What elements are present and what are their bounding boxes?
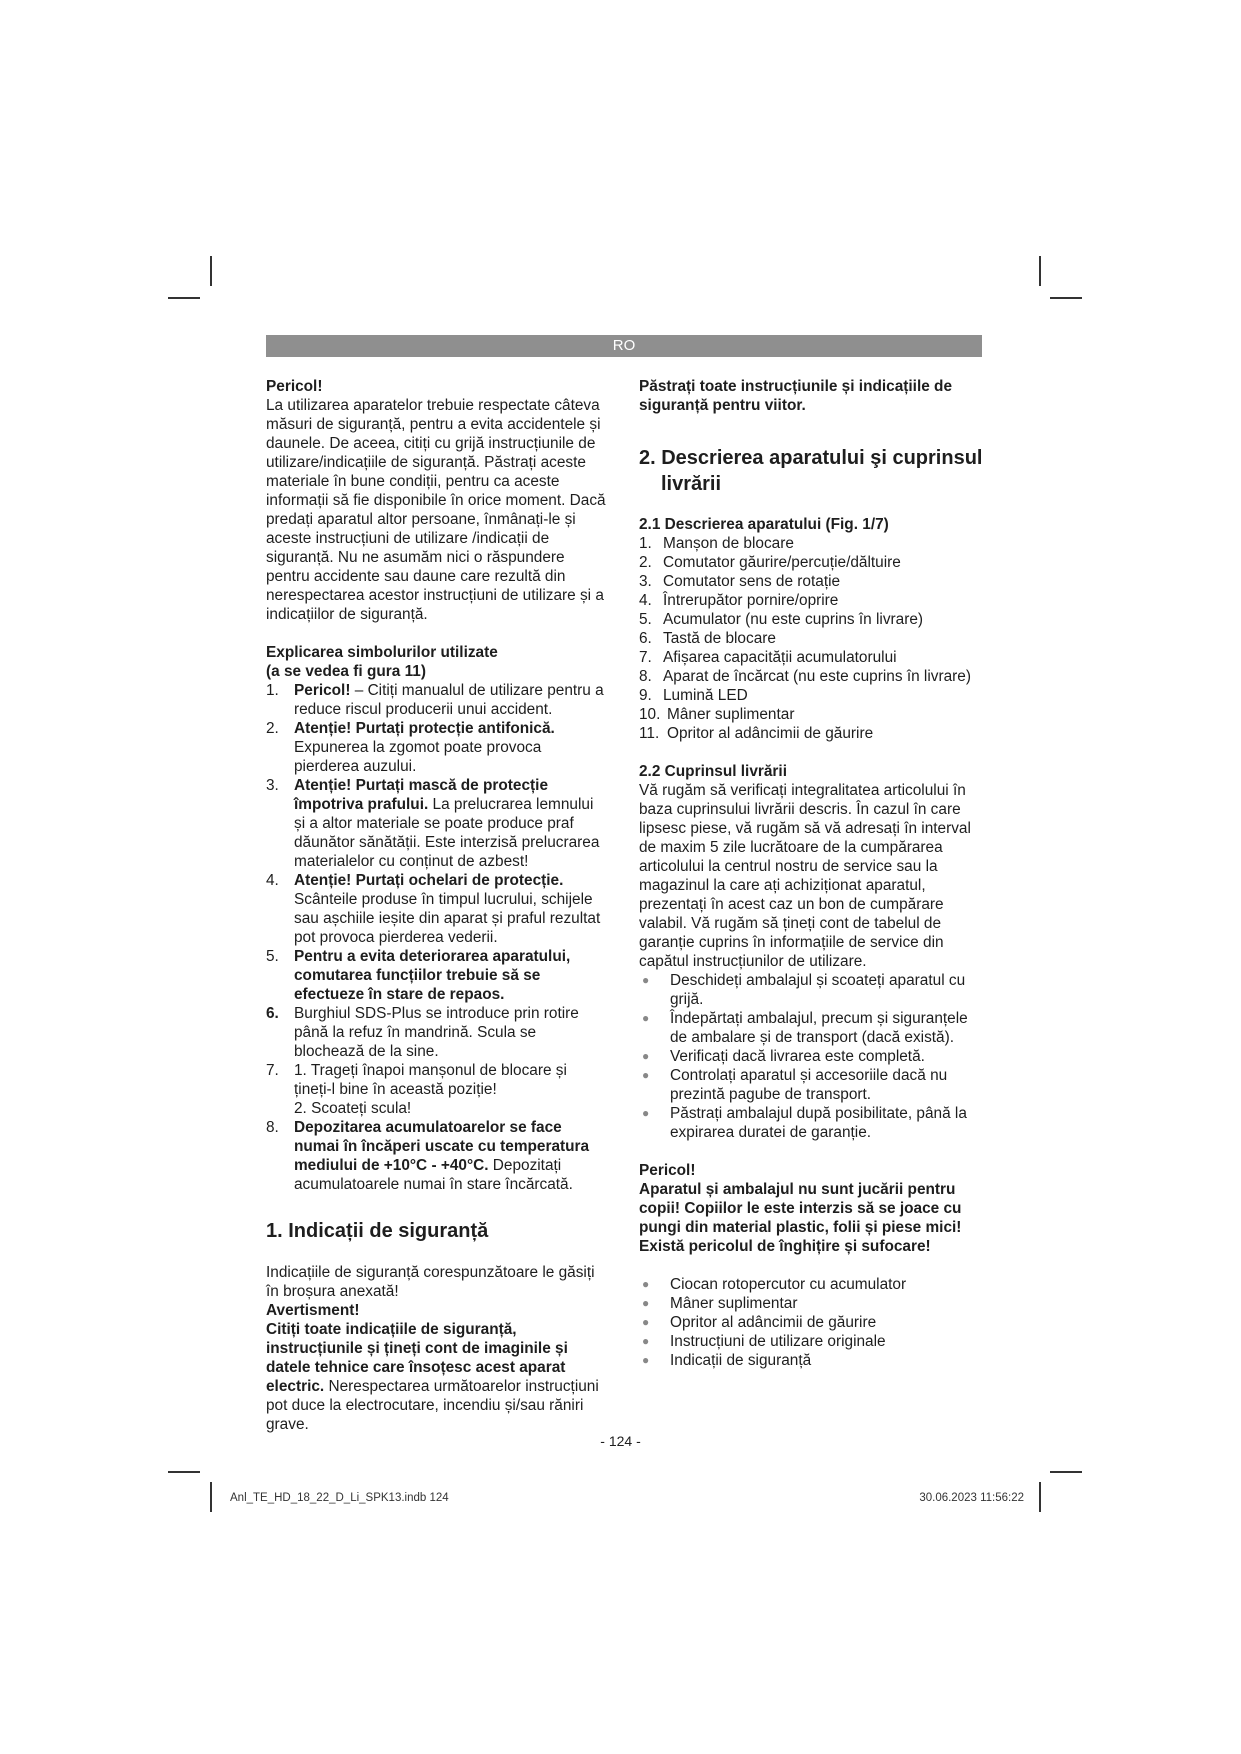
list-item <box>639 1104 984 1142</box>
item-number: 3. <box>266 777 279 794</box>
bullet-icon: ● <box>642 1315 650 1329</box>
item-text: Manșon de blocare <box>663 535 794 552</box>
item-number: 8. <box>266 1119 279 1136</box>
item-text: 1. Trageți înapoi manșonul de blocare și țineți-l bine în această poziție! <box>294 1062 567 1098</box>
warning-text: Nerespectarea următoarelor instrucțiuni pot duce la electrocutare, incendiu și/sau răniri grave. <box>266 1378 599 1433</box>
list-item <box>639 971 984 1009</box>
list-item <box>639 705 984 724</box>
section-2-title-line1: 2. Descrierea aparatului şi cuprinsul <box>639 447 983 469</box>
item-number: 4. <box>266 872 279 889</box>
item-bold: Depozitarea acumulatoarelor se face numai în încăperi uscate cu temperatura mediului de +10°C - +40°C. <box>294 1119 590 1174</box>
item-text: Comutator găurire/percuție/dăltuire <box>663 554 901 571</box>
list-item <box>639 724 984 743</box>
item-number: 7. <box>639 649 652 666</box>
bullet-icon: ● <box>642 1011 650 1025</box>
intro-text: La utilizarea aparatelor trebuie respectate câteva măsuri de siguranță, pentru a evita accidentele și daunele. De aceea, citiți cu grijă instrucțiunile de utilizare/indicațiile de siguranță. Păstrați aceste materiale în bune condiții, pentru ca aceste informații să fie disponibile în orice moment. Dacă predați aparatul altor persoane, înmânați-le și aceste instrucțiuni de utilizare /indicații de siguranță. Nu ne asumăm nici o răspundere pentru accidente sau daune care rezultă din nerespectarea acestor instrucțiuni de utilizare și a indicațiilor de siguranță. <box>266 397 606 623</box>
bullet-icon: ● <box>642 1334 650 1348</box>
crop-mark <box>1039 1482 1041 1512</box>
item-text: Întrerupător pornire/oprire <box>663 592 839 609</box>
crop-mark <box>210 1482 212 1512</box>
item-number: 6. <box>639 630 652 647</box>
item-text: Controlați aparatul și accesoriile dacă nu prezintă pagube de transport. <box>670 1067 948 1103</box>
section-1-title: 1. Indicații de siguranță <box>266 1220 489 1242</box>
item-number: 2. <box>266 720 279 737</box>
list-item <box>639 572 984 591</box>
item-number: 4. <box>639 592 652 609</box>
item-bold: Pentru a evita deteriorarea aparatului, comutarea funcțiilor trebuie să se efectueze în stare de repaos. <box>294 948 571 1003</box>
bullet-icon: ● <box>642 1068 650 1082</box>
list-item <box>266 776 608 871</box>
footer-file-name: Anl_TE_HD_18_22_D_Li_SPK13.indb 124 <box>230 1492 449 1504</box>
item-bold: Atenție! Purtați mască de protecție împotriva prafului. <box>294 777 549 813</box>
item-bold: Pericol! <box>294 682 351 699</box>
crop-mark <box>1050 1471 1082 1473</box>
item-number: 9. <box>639 687 652 704</box>
crop-mark <box>210 256 212 286</box>
item-text: Păstrați ambalajul după posibilitate, până la expirarea duratei de garanție. <box>670 1105 967 1141</box>
list-item <box>266 871 608 947</box>
page-number: - 124 - <box>600 1433 641 1449</box>
item-text: Opritor al adâncimii de găurire <box>667 725 874 742</box>
item-text: Lumină LED <box>663 687 748 704</box>
keep-instructions-text: Păstrați toate instrucțiunile și indicațiile de siguranță pentru viitor. <box>639 378 953 414</box>
list-item <box>639 534 984 553</box>
list-item <box>266 681 608 719</box>
language-code: RO <box>612 337 636 354</box>
item-text: Depozitați acumulatoarele numai în stare încărcată. <box>294 1157 573 1193</box>
list-item <box>639 1332 984 1351</box>
delivery-contents-list <box>639 1275 984 1370</box>
item-text: Indicații de siguranță <box>670 1352 812 1369</box>
list-item <box>639 1275 984 1294</box>
warning-label: Avertisment! <box>266 1302 360 1319</box>
item-bold: Atenție! Purtați protecție antifonică. <box>294 720 555 737</box>
bullet-icon: ● <box>642 1296 650 1310</box>
list-item <box>266 1004 608 1061</box>
item-text: – Citiți manualul de utilizare pentru a reduce riscul producerii unui accident. <box>294 682 604 718</box>
language-header-bar <box>266 335 982 357</box>
symbols-list <box>266 681 608 1194</box>
item-number: 5. <box>266 948 279 965</box>
warning-bold-text: Citiți toate indicațiile de siguranță, instrucțiunile și țineți cont de imaginile și datele tehnice care însoțesc acest aparat electric. <box>266 1321 568 1395</box>
bullet-icon: ● <box>642 1106 650 1120</box>
bullet-icon: ● <box>642 1049 650 1063</box>
left-column <box>266 377 608 1434</box>
section-2-title <box>639 445 984 497</box>
item-number: 5. <box>639 611 652 628</box>
item-text: Aparat de încărcat (nu este cuprins în livrare) <box>663 668 971 685</box>
list-item <box>639 1066 984 1104</box>
item-text: Acumulator (nu este cuprins în livrare) <box>663 611 924 628</box>
item-number: 3. <box>639 573 652 590</box>
section-2-title-line2: livrării <box>661 473 722 495</box>
item-text: Deschideți ambalajul și scoateți aparatul cu grijă. <box>670 972 966 1008</box>
bullet-icon: ● <box>642 1277 650 1291</box>
warning-paragraph <box>266 1320 608 1434</box>
subsection-2-1-title: 2.1 Descrierea aparatului (Fig. 1/7) <box>639 516 889 533</box>
parts-list <box>639 534 984 743</box>
right-column <box>639 377 984 1370</box>
symbols-heading-line1: Explicarea simbolurilor utilizate <box>266 644 498 661</box>
item-number: 6. <box>266 1005 279 1022</box>
item-bold: Atenție! Purtați ochelari de protecție. <box>294 872 564 889</box>
item-text: Tastă de blocare <box>663 630 776 647</box>
item-number: 10. <box>639 706 661 723</box>
list-item <box>639 648 984 667</box>
footer-timestamp: 30.06.2023 11:56:22 <box>919 1492 1024 1504</box>
list-item <box>639 629 984 648</box>
symbols-heading-line2: (a se vedea fi gura 11) <box>266 663 426 680</box>
item-text: Instrucțiuni de utilizare originale <box>670 1333 886 1350</box>
item-text: La prelucrarea lemnului și a altor materiale se poate produce praf dăunător sănătății. Este interzisă prelucrarea materialelor cu conținut de azbest! <box>294 796 600 870</box>
item-text: Afișarea capacității acumulatorului <box>663 649 897 666</box>
crop-mark <box>168 297 200 299</box>
item-text: Scânteile produse în timpul lucrului, schijele sau așchiile ieșite din aparat și praful rezultat pot provoca pierderea vederii. <box>294 891 601 946</box>
item-text: Comutator sens de rotație <box>663 573 841 590</box>
list-item <box>639 1351 984 1370</box>
list-item <box>639 1313 984 1332</box>
subsection-2-2-title: 2.2 Cuprinsul livrării <box>639 763 787 780</box>
list-item <box>266 947 608 1004</box>
item-number: 8. <box>639 668 652 685</box>
item-number: 7. <box>266 1062 279 1079</box>
list-item <box>639 1047 984 1066</box>
item-text-2: 2. Scoateți scula! <box>294 1100 412 1117</box>
item-text: Mâner suplimentar <box>667 706 795 723</box>
item-number: 1. <box>639 535 652 552</box>
list-item <box>266 1118 608 1194</box>
list-item <box>639 610 984 629</box>
list-item <box>266 1061 608 1118</box>
crop-mark <box>168 1471 200 1473</box>
intro-heading: Pericol! <box>266 378 323 395</box>
danger-label: Pericol! <box>639 1162 696 1179</box>
item-text: Mâner suplimentar <box>670 1295 798 1312</box>
list-item <box>639 1009 984 1047</box>
list-item <box>639 667 984 686</box>
crop-mark <box>1050 297 1082 299</box>
item-text: Burghiul SDS-Plus se introduce prin rotire până la refuz în mandrină. Scula se blochează de la sine. <box>294 1005 579 1060</box>
list-item <box>639 591 984 610</box>
item-number: 1. <box>266 682 279 699</box>
list-item <box>639 1294 984 1313</box>
item-text: Îndepărtați ambalajul, precum și siguranțele de ambalare și de transport (dacă există). <box>670 1010 968 1046</box>
item-text: Opritor al adâncimii de găurire <box>670 1314 877 1331</box>
section-1-text: Indicațiile de siguranță corespunzătoare le găsiți în broșura anexată! <box>266 1264 595 1300</box>
item-text: Ciocan rotopercutor cu acumulator <box>670 1276 907 1293</box>
list-item <box>639 686 984 705</box>
item-number: 11. <box>639 725 660 742</box>
unpacking-steps-list <box>639 971 984 1142</box>
subsection-2-2-text: Vă rugăm să verificați integralitatea articolului în baza cuprinsului livrării descris. În cazul în care lipsesc piese, vă rugăm să vă adresați în interval de maxim 5 zile lucrătoare de la cumpărarea articolului la centrul nostru de service sau la magazinul la care ați achiziționat aparatul, prezentați în acest caz un bon de cumpărare valabil. Vă rugăm să țineți cont de tabelul de garanție cuprins în informațiile de service din capătul instrucțiunilor de utilizare. <box>639 782 971 970</box>
bullet-icon: ● <box>642 973 650 987</box>
list-item <box>639 553 984 572</box>
bullet-icon: ● <box>642 1353 650 1367</box>
item-number: 2. <box>639 554 652 571</box>
list-item <box>266 719 608 776</box>
danger-text: Aparatul și ambalajul nu sunt jucării pentru copii! Copiilor le este interzis să se joace cu pungi din material plastic, folii și piese mici! Există pericolul de înghițire și sufocare! <box>639 1181 962 1255</box>
crop-mark <box>1039 256 1041 286</box>
item-text: Expunerea la zgomot poate provoca pierderea auzului. <box>294 739 542 775</box>
item-text: Verificați dacă livrarea este completă. <box>670 1048 925 1065</box>
